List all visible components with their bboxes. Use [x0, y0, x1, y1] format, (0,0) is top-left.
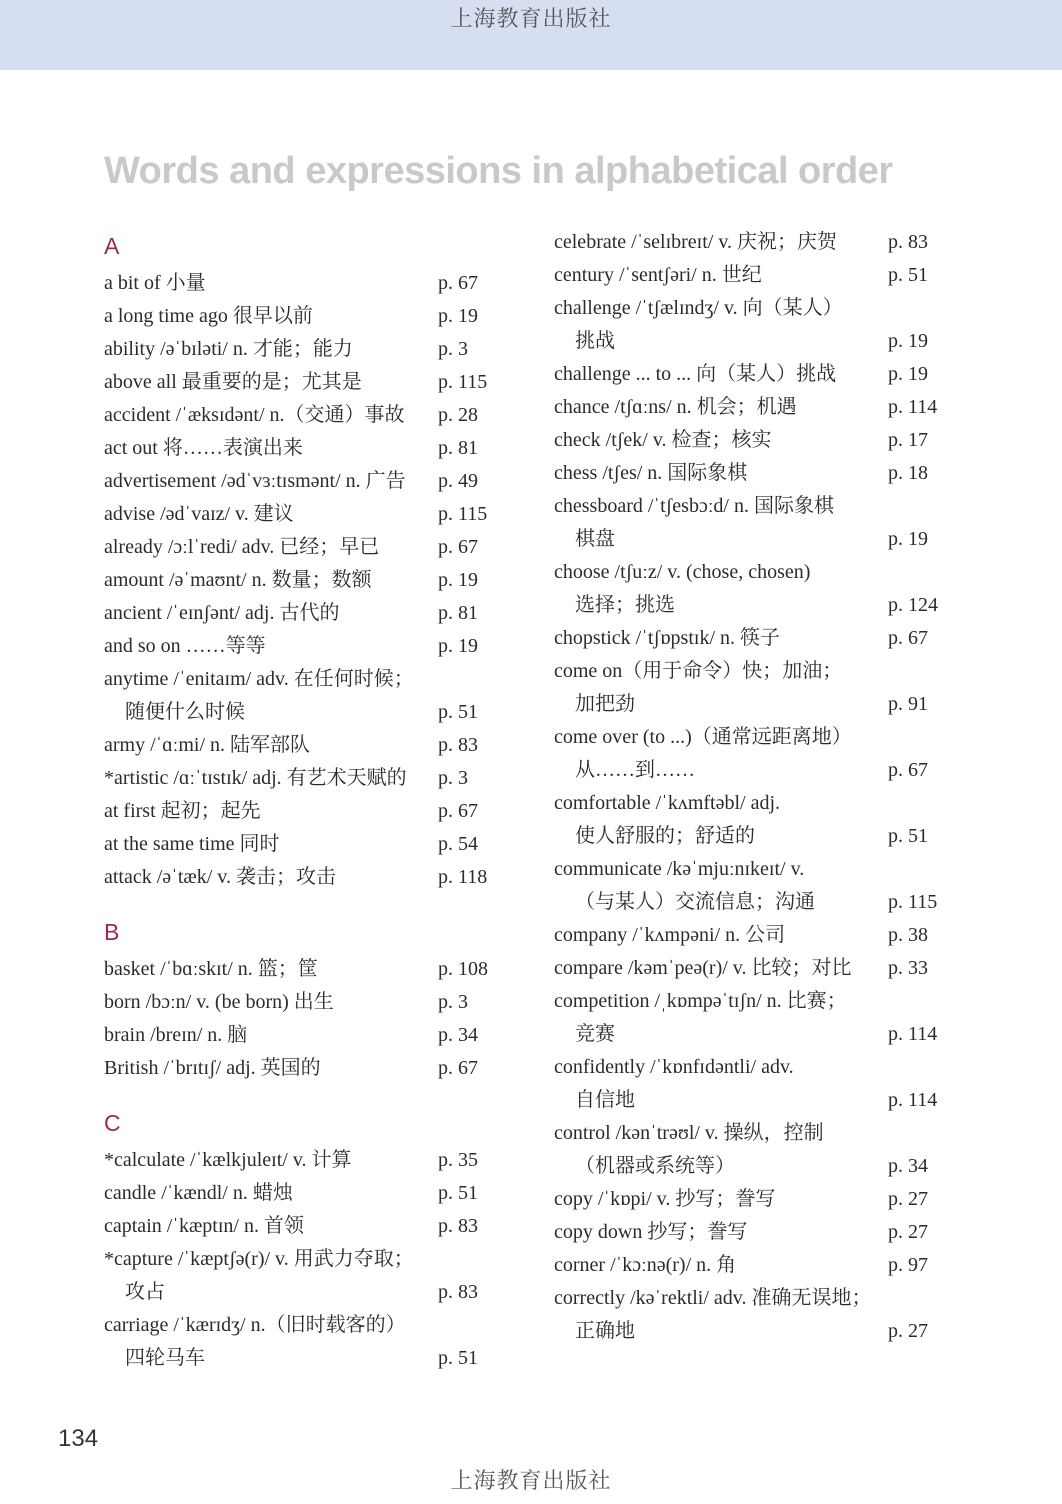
entry-page-ref: p. 51	[438, 1182, 478, 1204]
entry-headword: correctly /kəˈrektli/ adv. 准确无误地；	[554, 1287, 872, 1309]
entry-headword: carriage /ˈkærɪdʒ/ n.（旧时载客的）	[104, 1314, 406, 1336]
glossary-entry	[554, 259, 954, 292]
entry-continuation: 竞赛	[575, 1023, 615, 1045]
entry-headword: chessboard /ˈtʃesbɔːd/ n. 国际象棋	[554, 495, 834, 517]
entry-headword: corner /ˈkɔːnə(r)/ n. 角	[554, 1254, 737, 1276]
entry-continuation: 加把劲	[575, 693, 635, 715]
glossary-entry	[104, 465, 504, 498]
entry-continuation: 随便什么时候	[125, 701, 245, 723]
entry-continuation: 攻占	[125, 1281, 165, 1303]
entry-headword: anytime /ˈenitaɪm/ adv. 在任何时候；	[104, 668, 414, 690]
entry-headword: century /ˈsentʃəri/ n. 世纪	[554, 264, 762, 286]
entry-page-ref: p. 115	[888, 891, 938, 913]
entry-page-ref: p. 115	[438, 371, 488, 393]
glossary-entry	[104, 498, 504, 531]
entry-page-ref: p. 114	[888, 396, 938, 418]
page-number: 134	[58, 1425, 99, 1452]
entry-headword: a bit of 小量	[104, 272, 206, 294]
glossary-entry	[554, 721, 954, 787]
glossary-entry	[104, 1309, 504, 1375]
entry-page-ref: p. 67	[888, 759, 928, 781]
glossary-entry	[104, 300, 504, 333]
entry-page-ref: p. 91	[888, 693, 928, 715]
glossary-entry	[554, 952, 954, 985]
entry-page-ref: p. 19	[888, 363, 928, 385]
entry-headword: communicate /kəˈmjuːnɪkeɪt/ v.	[554, 858, 805, 880]
glossary-entry	[554, 358, 954, 391]
entry-headword: act out 将……表演出来	[104, 437, 303, 459]
entry-page-ref: p. 97	[888, 1254, 928, 1276]
entry-page-ref: p. 83	[438, 1281, 478, 1303]
entry-headword: born /bɔːn/ v. (be born) 出生	[104, 991, 334, 1013]
glossary-entry	[554, 1051, 954, 1117]
glossary-entry	[104, 1243, 504, 1309]
entry-headword: British /ˈbrɪtɪʃ/ adj. 英国的	[104, 1057, 321, 1079]
glossary-entry	[104, 762, 504, 795]
glossary-entry	[554, 391, 954, 424]
entry-page-ref: p. 83	[438, 734, 478, 756]
glossary-entry	[554, 1183, 954, 1216]
entry-page-ref: p. 81	[438, 437, 478, 459]
glossary-entry	[554, 919, 954, 952]
entry-headword: accident /ˈæksɪdənt/ n.（交通）事故	[104, 404, 405, 426]
entry-page-ref: p. 27	[888, 1188, 928, 1210]
entry-continuation: 四轮马车	[125, 1347, 205, 1369]
entry-continuation: 自信地	[575, 1089, 635, 1111]
entry-page-ref: p. 19	[438, 635, 478, 657]
entry-page-ref: p. 83	[888, 231, 928, 253]
entry-headword: copy down 抄写；誊写	[554, 1221, 748, 1243]
entry-page-ref: p. 67	[438, 536, 478, 558]
entry-headword: *capture /ˈkæptʃə(r)/ v. 用武力夺取；	[104, 1248, 414, 1270]
entry-headword: company /ˈkʌmpəni/ n. 公司	[554, 924, 786, 946]
entry-headword: a long time ago 很早以前	[104, 305, 313, 327]
entry-page-ref: p. 51	[438, 701, 478, 723]
section-letter: B	[104, 919, 120, 945]
entry-headword: comfortable /ˈkʌmftəbl/ adj.	[554, 792, 781, 814]
glossary-entry	[104, 828, 504, 861]
glossary-entry	[554, 292, 954, 358]
glossary-entry	[104, 1019, 504, 1052]
entry-headword: challenge ... to ... 向（某人）挑战	[554, 363, 837, 385]
glossary-entry	[554, 226, 954, 259]
entry-headword: come on（用于命令）快；加油；	[554, 660, 843, 682]
entry-headword: army /ˈɑːmi/ n. 陆军部队	[104, 734, 310, 756]
entry-headword: chance /tʃɑːns/ n. 机会；机遇	[554, 396, 797, 418]
glossary-entry	[104, 366, 504, 399]
entry-page-ref: p. 3	[438, 338, 468, 360]
entry-headword: check /tʃek/ v. 检查；核实	[554, 429, 772, 451]
entry-page-ref: p. 35	[438, 1149, 478, 1171]
entry-continuation: 挑战	[575, 330, 615, 352]
entry-continuation: （机器或系统等）	[575, 1155, 735, 1177]
entry-page-ref: p. 124	[888, 594, 938, 616]
entry-headword: captain /ˈkæptɪn/ n. 首领	[104, 1215, 304, 1237]
entry-headword: ability /əˈbɪləti/ n. 才能；能力	[104, 338, 353, 360]
section-letter: C	[104, 1110, 121, 1136]
glossary-entry	[554, 424, 954, 457]
entry-headword: at first 起初；起先	[104, 800, 261, 822]
glossary-entry	[104, 1144, 504, 1177]
entry-continuation: 使人舒服的；舒适的	[575, 825, 755, 847]
entry-continuation: 从……到……	[575, 759, 695, 781]
glossary-entry	[554, 853, 954, 919]
entry-headword: copy /ˈkɒpi/ v. 抄写；誊写	[554, 1188, 776, 1210]
entry-page-ref: p. 19	[888, 528, 928, 550]
entry-page-ref: p. 34	[438, 1024, 478, 1046]
entry-page-ref: p. 3	[438, 767, 468, 789]
entry-headword: brain /breɪn/ n. 脑	[104, 1024, 248, 1046]
entry-page-ref: p. 19	[438, 569, 478, 591]
header-publisher: 上海教育出版社	[450, 7, 612, 32]
glossary-entry	[104, 1210, 504, 1243]
glossary-entry	[104, 795, 504, 828]
entry-page-ref: p. 49	[438, 470, 478, 492]
glossary-entry	[554, 1216, 954, 1249]
entry-page-ref: p. 27	[888, 1221, 928, 1243]
entry-page-ref: p. 67	[438, 800, 478, 822]
entry-page-ref: p. 38	[888, 924, 928, 946]
glossary-entry	[104, 267, 504, 300]
glossary-entry	[104, 729, 504, 762]
entry-continuation: 正确地	[575, 1320, 635, 1342]
entry-headword: candle /ˈkændl/ n. 蜡烛	[104, 1182, 293, 1204]
glossary-entry	[104, 663, 504, 729]
glossary-entry	[554, 1117, 954, 1183]
entry-page-ref: p. 51	[888, 825, 928, 847]
glossary-entry	[104, 1052, 504, 1085]
entry-page-ref: p. 51	[888, 264, 928, 286]
glossary-entry	[104, 399, 504, 432]
entry-headword: choose /tʃuːz/ v. (chose, chosen)	[554, 561, 811, 583]
entry-continuation: 棋盘	[575, 528, 615, 550]
entry-page-ref: p. 118	[438, 866, 488, 888]
glossary-entry	[554, 1282, 954, 1348]
entry-headword: basket /ˈbɑːskɪt/ n. 篮；筐	[104, 958, 318, 980]
entry-page-ref: p. 28	[438, 404, 478, 426]
entry-page-ref: p. 17	[888, 429, 928, 451]
entry-headword: at the same time 同时	[104, 833, 280, 855]
entry-page-ref: p. 34	[888, 1155, 928, 1177]
entry-page-ref: p. 81	[438, 602, 478, 624]
glossary-entry	[104, 432, 504, 465]
entry-headword: attack /əˈtæk/ v. 袭击；攻击	[104, 866, 336, 888]
entry-page-ref: p. 115	[438, 503, 488, 525]
glossary-entry	[104, 861, 504, 894]
glossary-entry	[104, 531, 504, 564]
entry-page-ref: p. 51	[438, 1347, 478, 1369]
glossary-entry	[554, 1249, 954, 1282]
entry-page-ref: p. 19	[438, 305, 478, 327]
entry-page-ref: p. 67	[438, 1057, 478, 1079]
footer-publisher: 上海教育出版社	[450, 1469, 612, 1494]
glossary-left-column	[104, 226, 504, 1375]
glossary-entry	[554, 985, 954, 1051]
entry-headword: competition /ˌkɒmpəˈtɪʃn/ n. 比赛；	[554, 990, 847, 1012]
glossary-entry	[104, 986, 504, 1019]
glossary-entry	[554, 556, 954, 622]
glossary-entry	[104, 1177, 504, 1210]
entry-page-ref: p. 114	[888, 1023, 938, 1045]
glossary-entry	[554, 787, 954, 853]
entry-headword: control /kənˈtrəʊl/ v. 操纵，控制	[554, 1122, 824, 1144]
entry-headword: advise /ədˈvaɪz/ v. 建议	[104, 503, 294, 525]
entry-headword: chopstick /ˈtʃɒpstɪk/ n. 筷子	[554, 627, 780, 649]
entry-headword: *calculate /ˈkælkjuleɪt/ v. 计算	[104, 1149, 352, 1171]
entry-headword: compare /kəmˈpeə(r)/ v. 比较；对比	[554, 957, 852, 979]
glossary-entry	[104, 630, 504, 663]
entry-headword: celebrate /ˈselɪbreɪt/ v. 庆祝；庆贺	[554, 231, 838, 253]
entry-headword: and so on ……等等	[104, 635, 266, 657]
entry-page-ref: p. 18	[888, 462, 928, 484]
section-letter: A	[104, 233, 120, 259]
entry-headword: come over (to ...)（通常远距离地）	[554, 726, 852, 748]
entry-page-ref: p. 83	[438, 1215, 478, 1237]
entry-headword: ancient /ˈeɪnʃənt/ adj. 古代的	[104, 602, 340, 624]
glossary-entry	[104, 597, 504, 630]
glossary-right-column	[554, 226, 954, 1348]
entry-headword: amount /əˈmaʊnt/ n. 数量；数额	[104, 569, 372, 591]
glossary-entry	[104, 333, 504, 366]
glossary-entry	[104, 564, 504, 597]
entry-headword: *artistic /ɑːˈtɪstɪk/ adj. 有艺术天赋的	[104, 767, 407, 789]
entry-page-ref: p. 108	[438, 958, 488, 980]
entry-page-ref: p. 114	[888, 1089, 938, 1111]
entry-page-ref: p. 67	[888, 627, 928, 649]
glossary-entry	[554, 622, 954, 655]
entry-page-ref: p. 3	[438, 991, 468, 1013]
entry-headword: confidently /ˈkɒnfɪdəntli/ adv.	[554, 1056, 794, 1078]
page-title: Words and expressions in alphabetical order	[104, 150, 893, 192]
entry-page-ref: p. 19	[888, 330, 928, 352]
entry-page-ref: p. 27	[888, 1320, 928, 1342]
entry-headword: advertisement /ədˈvɜːtɪsmənt/ n. 广告	[104, 470, 406, 492]
entry-headword: already /ɔːlˈredi/ adv. 已经；早已	[104, 536, 380, 558]
entry-headword: chess /tʃes/ n. 国际象棋	[554, 462, 748, 484]
entry-page-ref: p. 54	[438, 833, 478, 855]
entry-page-ref: p. 33	[888, 957, 928, 979]
glossary-entry	[554, 655, 954, 721]
entry-continuation: （与某人）交流信息；沟通	[575, 891, 815, 913]
entry-page-ref: p. 67	[438, 272, 478, 294]
glossary-entry	[554, 490, 954, 556]
glossary-entry	[554, 457, 954, 490]
entry-headword: challenge /ˈtʃælɪndʒ/ v. 向（某人）	[554, 297, 843, 319]
entry-headword: above all 最重要的是；尤其是	[104, 371, 362, 393]
entry-continuation: 选择；挑选	[575, 594, 675, 616]
glossary-entry	[104, 953, 504, 986]
